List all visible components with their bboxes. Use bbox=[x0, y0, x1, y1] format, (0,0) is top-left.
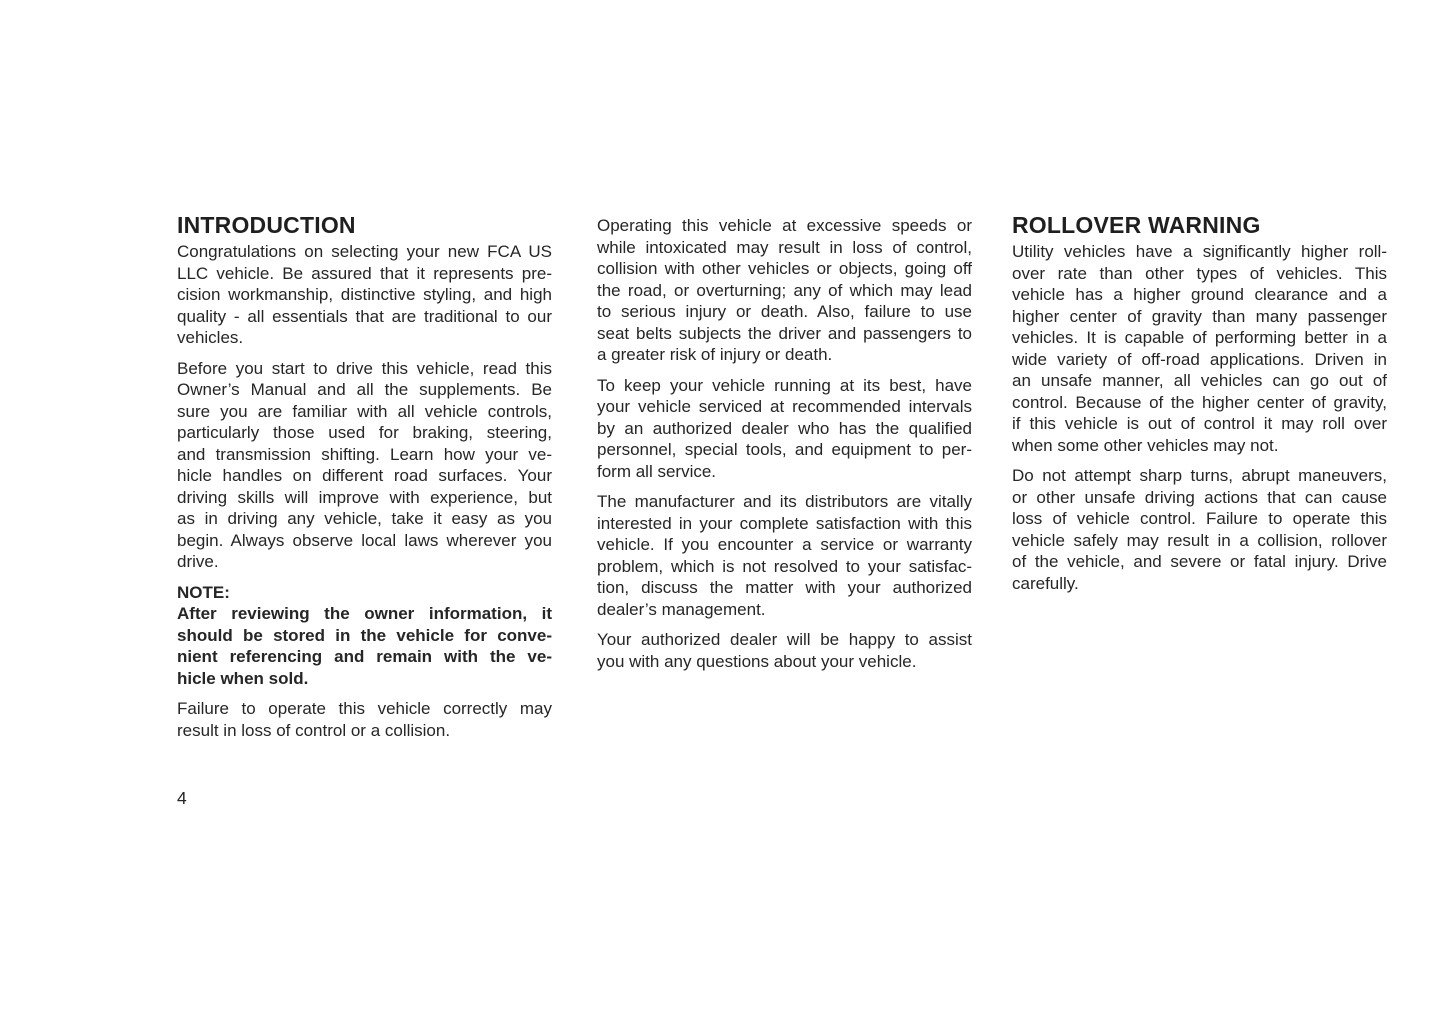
paragraph bbox=[177, 241, 552, 349]
text-line: of the vehicle, and severe or fatal injury. Drive bbox=[1012, 552, 1387, 571]
text-line: or other unsafe driving actions that can cause bbox=[1012, 487, 1387, 507]
text-line: dealer’s management. bbox=[597, 599, 766, 619]
text-line: Operating this vehicle at excessive speeds or bbox=[597, 216, 972, 235]
text-line: Before you start to drive this vehicle, read this bbox=[177, 358, 552, 378]
page-number: 4 bbox=[177, 788, 187, 808]
text-line: form all service. bbox=[597, 461, 717, 481]
text-line: cision workmanship, distinctive styling, and high bbox=[177, 285, 552, 304]
paragraph bbox=[597, 491, 972, 620]
text-line: personnel, special tools, and equipment to per- bbox=[597, 440, 972, 459]
paragraph bbox=[1012, 241, 1387, 456]
text-line: your vehicle serviced at recommended intervals bbox=[597, 397, 972, 416]
text-line: wide variety of off-road applications. Driven in bbox=[1012, 349, 1387, 369]
text-line: you with any questions about your vehicle. bbox=[597, 651, 917, 671]
text-line: the road, or overturning; any of which may lead bbox=[597, 280, 972, 300]
paragraph bbox=[597, 375, 972, 483]
paragraph bbox=[177, 582, 552, 690]
text-line: Utility vehicles have a significantly higher roll- bbox=[1012, 242, 1387, 261]
text-line: as in driving any vehicle, take it easy as you bbox=[177, 509, 552, 528]
text-line: vehicle safely may result in a collision, rollover bbox=[1012, 530, 1387, 550]
text-line: higher center of gravity than many passenger bbox=[1012, 306, 1387, 326]
section-heading-rollover-warning: ROLLOVER WARNING bbox=[1012, 212, 1261, 238]
text-line: Failure to operate this vehicle correctly may bbox=[177, 699, 552, 718]
text-line: To keep your vehicle running at its best, have bbox=[597, 375, 972, 395]
text-line: begin. Always observe local laws wherever you bbox=[177, 530, 552, 550]
text-line: vehicles. It is capable of performing better in a bbox=[1012, 328, 1387, 347]
text-line: and transmission shifting. Learn how your ve- bbox=[177, 444, 552, 464]
text-line: a greater risk of injury or death. bbox=[597, 345, 833, 364]
text-line: Congratulations on selecting your new FCA US bbox=[177, 242, 552, 261]
text-line: by an authorized dealer who has the qualified bbox=[597, 418, 972, 438]
text-line: nient referencing and remain with the ve- bbox=[177, 647, 552, 666]
text-line: hicle when sold. bbox=[177, 668, 309, 688]
text-line: an unsafe manner, all vehicles can go out of bbox=[1012, 371, 1387, 390]
column-body bbox=[597, 215, 972, 672]
text-line: hicle handles on different road surfaces. Your bbox=[177, 466, 552, 485]
text-line: The manufacturer and its distributors are vitally bbox=[597, 492, 972, 511]
paragraph bbox=[1012, 465, 1387, 594]
text-line: quality - all essentials that are traditional to our bbox=[177, 306, 552, 326]
text-line: loss of vehicle control. Failure to operate this bbox=[1012, 509, 1387, 528]
text-line: vehicle has a higher ground clearance and a bbox=[1012, 285, 1387, 304]
text-line: seat belts subjects the driver and passengers to bbox=[597, 323, 972, 343]
text-line: particularly those used for braking, steering, bbox=[177, 423, 552, 442]
column-body bbox=[1012, 241, 1387, 594]
text-line: Owner’s Manual and all the supplements. Be bbox=[177, 380, 552, 399]
section-heading-introduction: INTRODUCTION bbox=[177, 212, 356, 238]
text-line: result in loss of control or a collision. bbox=[177, 720, 451, 740]
paragraph bbox=[177, 698, 552, 741]
text-line: control. Because of the higher center of gravity, bbox=[1012, 392, 1387, 412]
text-column bbox=[177, 213, 552, 750]
paragraph bbox=[597, 629, 972, 672]
text-line: tion, discuss the matter with your authorized bbox=[597, 578, 972, 597]
text-line: sure you are familiar with all vehicle controls, bbox=[177, 401, 552, 421]
text-line: vehicles. bbox=[177, 328, 244, 347]
text-line: collision with other vehicles or objects, going off bbox=[597, 259, 972, 278]
text-line: interested in your complete satisfaction with this bbox=[597, 513, 972, 533]
text-column bbox=[1012, 213, 1387, 603]
text-line: over rate than other types of vehicles. This bbox=[1012, 263, 1387, 283]
text-line: problem, which is not resolved to your satisfac- bbox=[597, 556, 972, 576]
text-column bbox=[597, 215, 972, 681]
text-line: while intoxicated may result in loss of control, bbox=[597, 237, 972, 257]
text-line: should be stored in the vehicle for conve- bbox=[177, 625, 552, 645]
text-line: vehicle. If you encounter a service or warranty bbox=[597, 535, 972, 554]
text-line: Your authorized dealer will be happy to assist bbox=[597, 630, 972, 649]
text-line: to serious injury or death. Also, failure to use bbox=[597, 302, 972, 321]
text-line: NOTE: bbox=[177, 582, 230, 602]
text-line: After reviewing the owner information, it bbox=[177, 604, 552, 623]
text-line: carefully. bbox=[1012, 573, 1079, 593]
text-line: LLC vehicle. Be assured that it represents pre- bbox=[177, 263, 552, 283]
text-line: driving skills will improve with experience, but bbox=[177, 487, 552, 507]
paragraph bbox=[597, 215, 972, 366]
column-body bbox=[177, 241, 552, 741]
text-line: drive. bbox=[177, 552, 219, 571]
paragraph bbox=[177, 358, 552, 573]
text-line: Do not attempt sharp turns, abrupt maneuvers, bbox=[1012, 466, 1387, 485]
text-line: when some other vehicles may not. bbox=[1012, 435, 1279, 455]
text-line: if this vehicle is out of control it may roll over bbox=[1012, 414, 1387, 433]
